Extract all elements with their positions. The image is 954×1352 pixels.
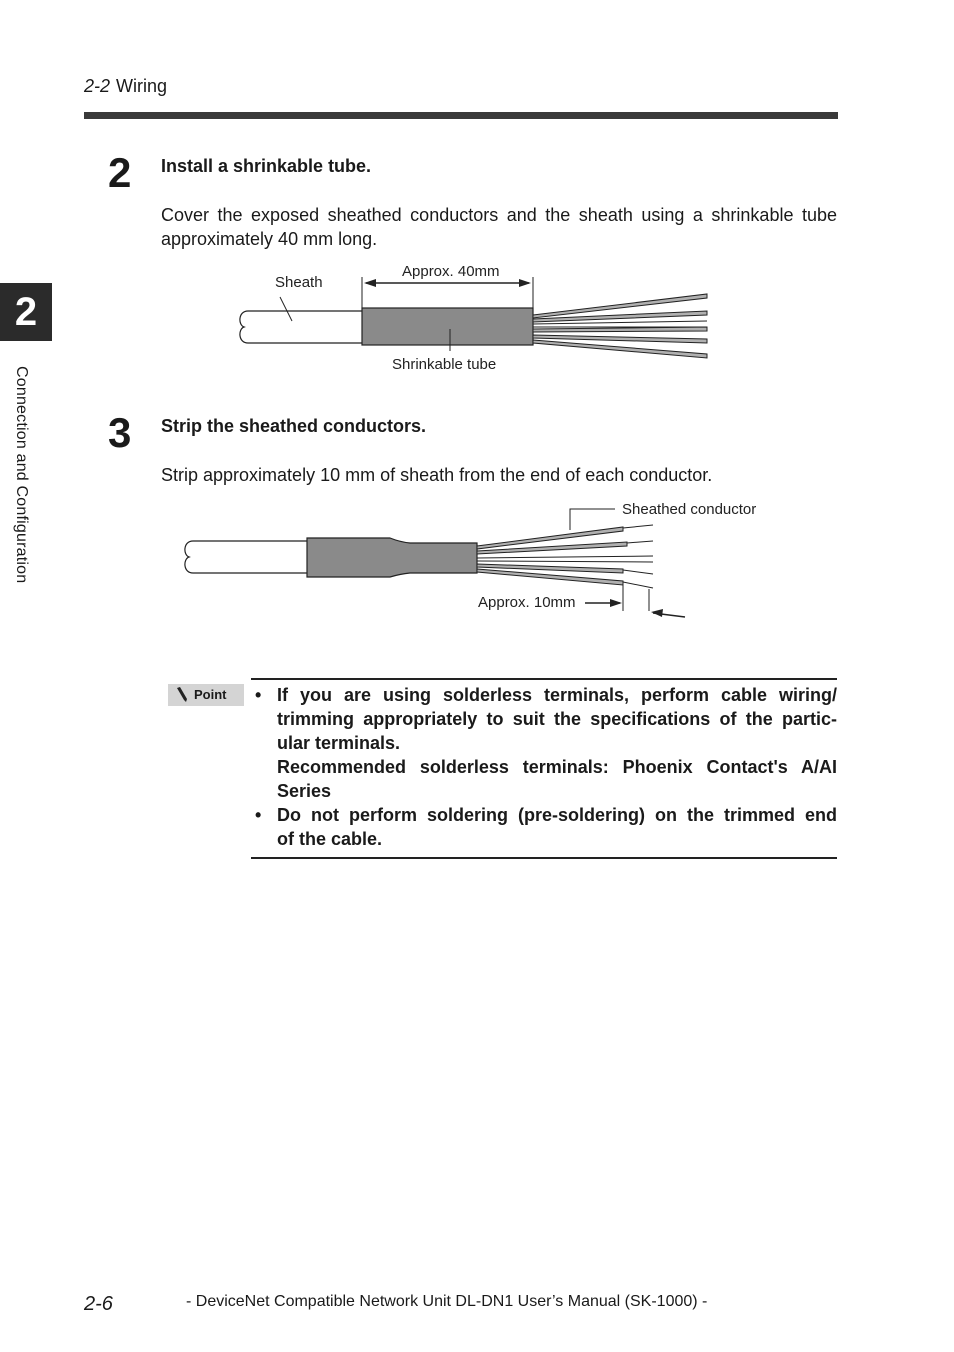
point-rule-top bbox=[251, 678, 837, 680]
point-item-1-line-1: If you are using solderless terminals, perform cable wiring/ bbox=[277, 685, 837, 705]
point-item-1 bbox=[255, 683, 837, 803]
dim10-arrow-right bbox=[651, 609, 663, 617]
step-2-title: Install a shrinkable tube. bbox=[161, 156, 372, 176]
header-rule bbox=[84, 112, 838, 119]
step-3-number: 3 bbox=[108, 409, 132, 456]
sheath-outline-2 bbox=[185, 541, 307, 573]
bullet: • bbox=[255, 805, 262, 825]
point-item-1-line-3: ular terminals. bbox=[277, 733, 401, 753]
chapter-side-label-text: Connection and Configuration bbox=[13, 366, 30, 584]
strip-conductors-diagram bbox=[175, 495, 785, 630]
point-item-1-line-2: trimming appropriately to suit the specifications of the partic- bbox=[277, 709, 837, 729]
pencil-icon bbox=[175, 687, 189, 710]
sheath-outline bbox=[240, 311, 362, 343]
step-3-title: Strip the sheathed conductors. bbox=[161, 416, 427, 436]
point-item-1-line-4: Recommended solderless terminals: Phoenix Contact's A/AI bbox=[277, 757, 837, 777]
bullet: • bbox=[255, 685, 262, 705]
label-shrinkable-tube: Shrinkable tube bbox=[392, 356, 497, 373]
shrunk-tube-shape bbox=[307, 538, 477, 577]
chapter-tab: 2 bbox=[0, 283, 52, 341]
point-badge bbox=[168, 684, 244, 706]
conductor-leader bbox=[570, 509, 615, 530]
section-header bbox=[84, 76, 167, 97]
conductors bbox=[533, 294, 707, 358]
point-item-1-line-5: Series bbox=[277, 781, 332, 801]
dim10-arrow-left bbox=[610, 599, 622, 607]
point-rule-bottom bbox=[251, 857, 837, 859]
label-sheath: Sheath bbox=[275, 274, 323, 291]
point-item-2 bbox=[255, 803, 837, 851]
point-item-2-line-2: of the cable. bbox=[277, 829, 383, 849]
dim-arrow-left bbox=[364, 279, 376, 287]
step-2-number: 2 bbox=[108, 149, 132, 196]
label-approx-10mm: Approx. 10mm bbox=[478, 594, 576, 611]
shrinkable-tube-shape bbox=[362, 308, 533, 345]
section-title: Wiring bbox=[116, 76, 168, 96]
step-2-body: Cover the exposed sheathed conductors and the sheath using a shrinkable tube approximately 40 mm long. bbox=[161, 205, 837, 249]
section-number: 2-2 bbox=[84, 76, 111, 96]
step-3-body: Strip approximately 10 mm of sheath from the end of each conductor. bbox=[161, 465, 713, 485]
bare-wires bbox=[533, 321, 707, 327]
chapter-side-label bbox=[12, 366, 46, 626]
conductors-2 bbox=[477, 527, 627, 585]
point-badge-label: Point bbox=[194, 687, 227, 702]
label-approx-40mm: Approx. 40mm bbox=[402, 263, 500, 280]
footer-manual-title: - DeviceNet Compatible Network Unit DL-DN1 User’s Manual (SK-1000) - bbox=[186, 1293, 708, 1310]
footer-page-number: 2-6 bbox=[84, 1293, 113, 1315]
dim-arrow-right bbox=[519, 279, 531, 287]
sheath-leader bbox=[280, 297, 292, 321]
point-body bbox=[255, 683, 837, 851]
point-item-2-line-1: Do not perform soldering (pre-soldering) on the trimmed end bbox=[277, 805, 837, 825]
label-sheathed-conductor: Sheathed conductor bbox=[622, 501, 757, 518]
shrinkable-tube-diagram bbox=[230, 255, 720, 380]
